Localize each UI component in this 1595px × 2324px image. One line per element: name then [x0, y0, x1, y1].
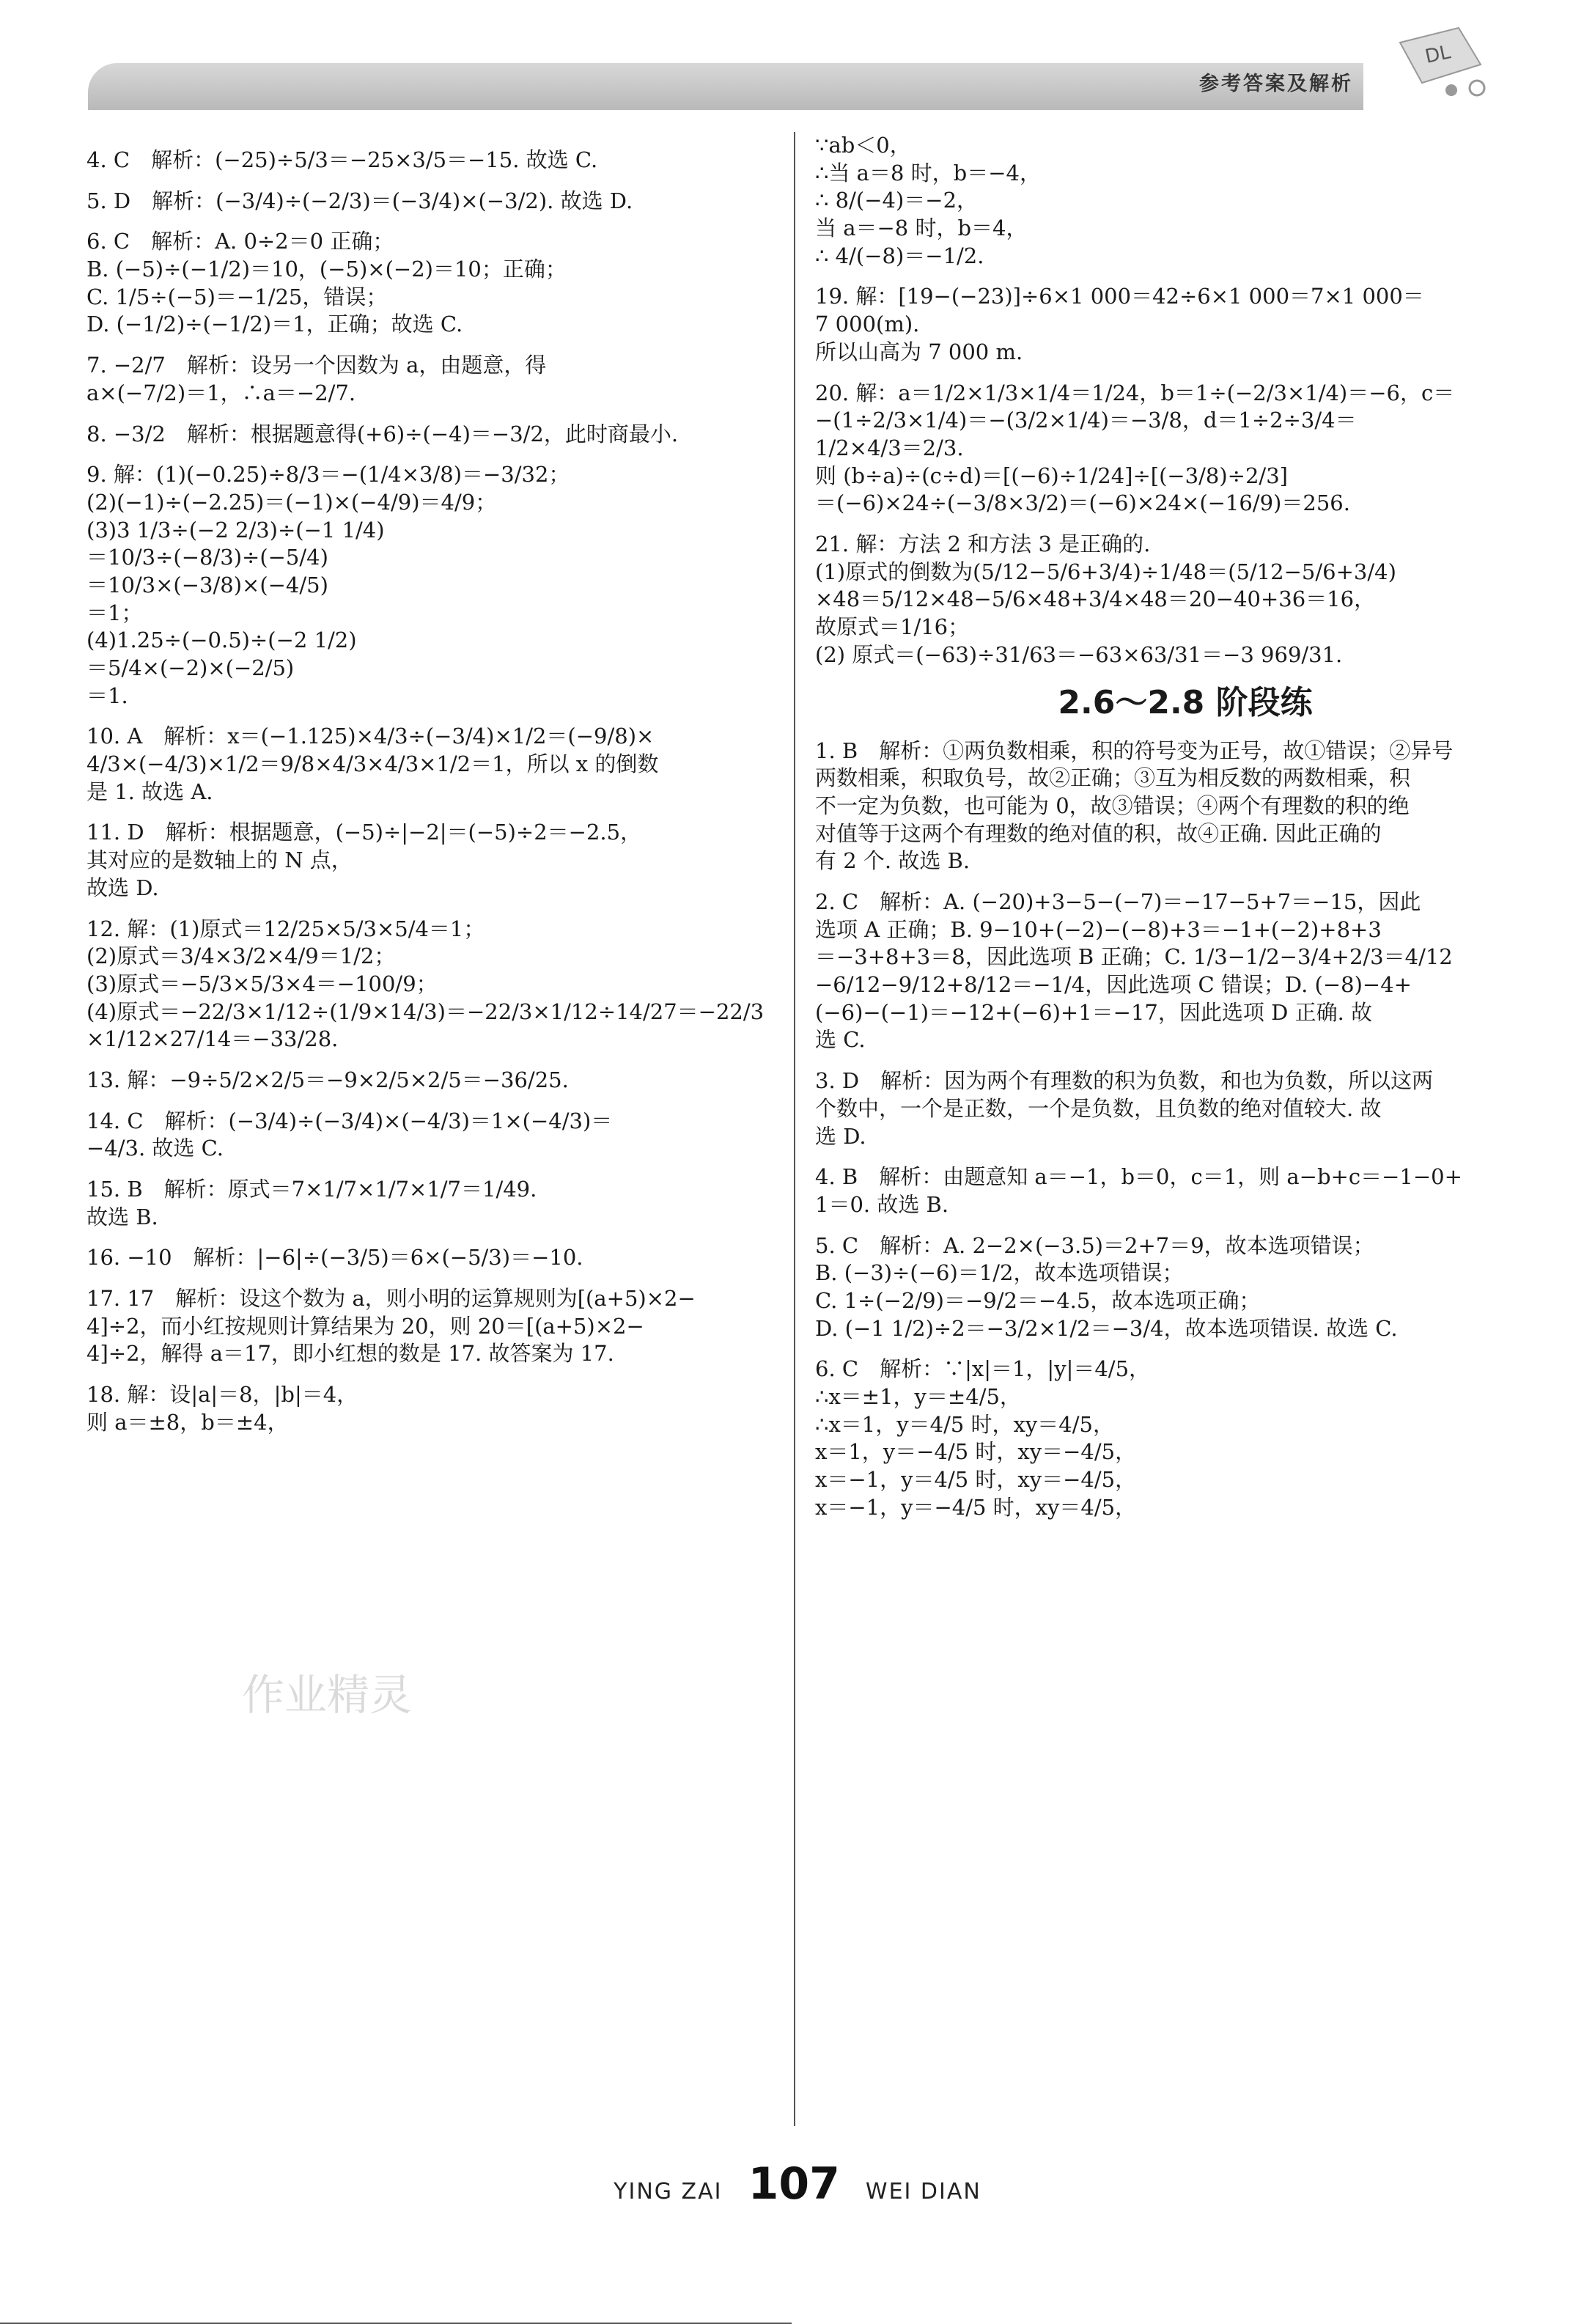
- answer-item: 18. 解：设|a|＝8，|b|＝4， 则 a＝±8，b＝±4，: [86, 1382, 358, 1435]
- answer-item: 7. −2/7 解析：设另一个因数为 a，由题意，得 a×(−7/2)＝1，∴a＝−2/7.: [86, 353, 547, 405]
- answer-item: 19. 解：[19−(−23)]÷6×1 000＝42÷6×1 000＝7×1 000＝ 7 000(m). 所以山高为 7 000 m.: [815, 284, 1424, 364]
- footer-left: YING ZAI: [614, 2179, 723, 2205]
- answer-item: 21. 解：方法 2 和方法 3 是正确的. (1)原式的倒数为(5/12−5/6+3/4)÷1/48＝(5/12−5/6+3/4) ×48＝5/12×48−5/6×48+3/4×48＝20−40+36＝16， 故原式＝1/16； (2) 原式＝(−63)÷31/63＝−63×63/31＝−3 969/31.: [815, 531, 1396, 667]
- header-title: 参考答案及解析: [1199, 73, 1353, 95]
- answer-item: 8. −3/2 解析：根据题意得(+6)÷(−4)＝−3/2，此时商最小.: [86, 421, 679, 446]
- answer-item: 14. C 解析：(−3/4)÷(−3/4)×(−4/3)＝1×(−4/3)＝ −4/3. 故选 C.: [86, 1108, 613, 1161]
- answer-item: 11. D 解析：根据题意，(−5)÷|−2|＝(−5)÷2＝−2.5， 其对应的是数轴上的 N 点， 故选 D.: [86, 820, 642, 900]
- answer-item: 13. 解：−9÷5/2×2/5＝−9×2/5×2/5＝−36/25.: [86, 1067, 569, 1092]
- logo-text: DL: [1423, 41, 1453, 68]
- answer-item: 1. B 解析：①两负数相乘，积的符号变为正号，故①错误；②异号 两数相乘，积取负号，故②正确；③互为相反数的两数相乘，积 不一定为负数，也可能为 0，故③错误；④两个有理数的积的绝 对值等于这两个有理数的绝对值的积，故④正确. 因此正确的 有 2 个. 故选 B.: [815, 738, 1454, 874]
- column-divider: [794, 132, 795, 2126]
- left-column: [86, 147, 790, 1450]
- answer-item: 5. C 解析：A. 2−2×(−3.5)＝2+7＝9，故本选项错误； B. (−3)÷(−6)＝1/2，故本选项错误； C. 1÷(−2/9)＝−9/2＝−4.5，故本选项正确； D. (−1 1/2)÷2＝−3/2×1/2＝−3/4，故本选项错误. 故选 C.: [815, 1232, 1398, 1341]
- answer-item: 2. C 解析：A. (−20)+3−5−(−7)＝−17−5+7＝−15，因此 选项 A 正确；B. 9−10+(−2)−(−8)+3＝−1+(−2)+8+3 ＝−3+8+3＝8，因此选项 B 正确；C. 1/3−1/2−3/4+2/3＝4/12 −6/12−9/12+8/12＝−1/4，因此选项 C 错误；D. (−8)−4+ (−6)−(−1)＝−12+(−6)+1＝−17，因此选项 D 正确. 故 选 C.: [815, 889, 1453, 1053]
- right-column: [815, 132, 1555, 1534]
- answer-item: 9. 解：(1)(−0.25)÷8/3＝−(1/4×3/8)＝−3/32； (2)(−1)÷(−2.25)＝(−1)×(−4/9)＝4/9； (3)3 1/3÷(−2 2/3)÷(−1 1/4) ＝10/3÷(−8/3)÷(−5/4) ＝10/3×(−3/8)×(−4/5) ＝1； (4)1.25÷(−0.5)÷(−2 1/2) ＝5/4×(−2)×(−2/5) ＝1.: [86, 462, 570, 708]
- logo-icon: [1393, 21, 1488, 101]
- answer-item: 3. D 解析：因为两个有理数的积为负数，和也为负数，所以这两 个数中，一个是正数，一个是负数，且负数的绝对值较大. 故 选 D.: [815, 1068, 1434, 1149]
- answer-item: 4. B 解析：由题意知 a＝−1，b＝0，c＝1，则 a−b+c＝−1−0+ 1＝0. 故选 B.: [815, 1164, 1462, 1217]
- answer-item: 12. 解：(1)原式＝12/25×5/3×5/4＝1； (2)原式＝3/4×3/2×4/9＝1/2； (3)原式＝−5/3×5/3×4＝−100/9； (4)原式＝−22/3×1/12÷(1/9×14/3)＝−22/3×1/12÷14/27＝−22/3 ×1/12×27/14＝−33/28.: [86, 916, 765, 1052]
- page-footer: [0, 2158, 1595, 2210]
- answer-item: 4. C 解析：(−25)÷5/3＝−25×3/5＝−15. 故选 C.: [86, 147, 598, 172]
- answer-item: 5. D 解析：(−3/4)÷(−2/3)＝(−3/4)×(−3/2). 故选 D.: [86, 188, 633, 213]
- page-number: 107: [748, 2158, 840, 2210]
- answer-item: 16. −10 解析：|−6|÷(−3/5)＝6×(−5/3)＝−10.: [86, 1245, 583, 1271]
- header-bar: [88, 63, 1363, 110]
- answer-item: 15. B 解析：原式＝7×1/7×1/7×1/7＝1/49. 故选 B.: [86, 1177, 537, 1229]
- section-title: 2.6～2.8 阶段练: [1058, 684, 1313, 722]
- answer-item: 20. 解：a＝1/2×1/3×1/4＝1/24，b＝1÷(−2/3×1/4)＝−6，c＝ −(1÷2/3×1/4)＝−(3/2×1/4)＝−3/8，d＝1÷2÷3/4＝ 1/2×4/3＝2/3. 则 (b÷a)÷(c÷d)＝[(−6)÷1/24]÷[(−3/8)÷2/3] ＝(−6)×24÷(−3/8×3/2)＝(−6)×24×(−16/9)＝256.: [815, 380, 1455, 516]
- watermark: 作业精灵: [242, 1670, 413, 1720]
- answer-item: 6. C 解析：∵|x|＝1，|y|＝4/5， ∴x＝±1，y＝±4/5， ∴x＝1，y＝4/5 时，xy＝4/5， x＝1，y＝−4/5 时，xy＝−4/5， x＝−1，y＝4/5 时，xy＝−4/5， x＝−1，y＝−4/5 时，xy＝4/5，: [815, 1356, 1151, 1520]
- answer-item: ∵ab＜0， ∴当 a＝8 时，b＝−4， ∴ 8/(−4)＝−2， 当 a＝−8 时，b＝4， ∴ 4/(−8)＝−1/2.: [815, 133, 1041, 268]
- answer-item: 6. C 解析：A. 0÷2＝0 正确； B. (−5)÷(−1/2)＝10，(−5)×(−2)＝10；正确； C. 1/5÷(−5)＝−1/25，错误； D. (−1/2)÷(−1/2)＝1，正确；故选 C.: [86, 229, 567, 337]
- answer-item: 10. A 解析：x＝(−1.125)×4/3÷(−3/4)×1/2＝(−9/8)× 4/3×(−4/3)×1/2＝9/8×4/3×4/3×1/2＝1，所以 x 的倒数 是 1. 故选 A.: [86, 724, 659, 804]
- answer-item: 17. 17 解析：设这个数为 a，则小明的运算规则为[(a+5)×2− 4]÷2，而小红按规则计算结果为 20，则 20＝[(a+5)×2− 4]÷2，解得 a＝17，即小红想的数是 17. 故答案为 17.: [86, 1286, 696, 1367]
- footer-right: WEI DIAN: [865, 2179, 981, 2205]
